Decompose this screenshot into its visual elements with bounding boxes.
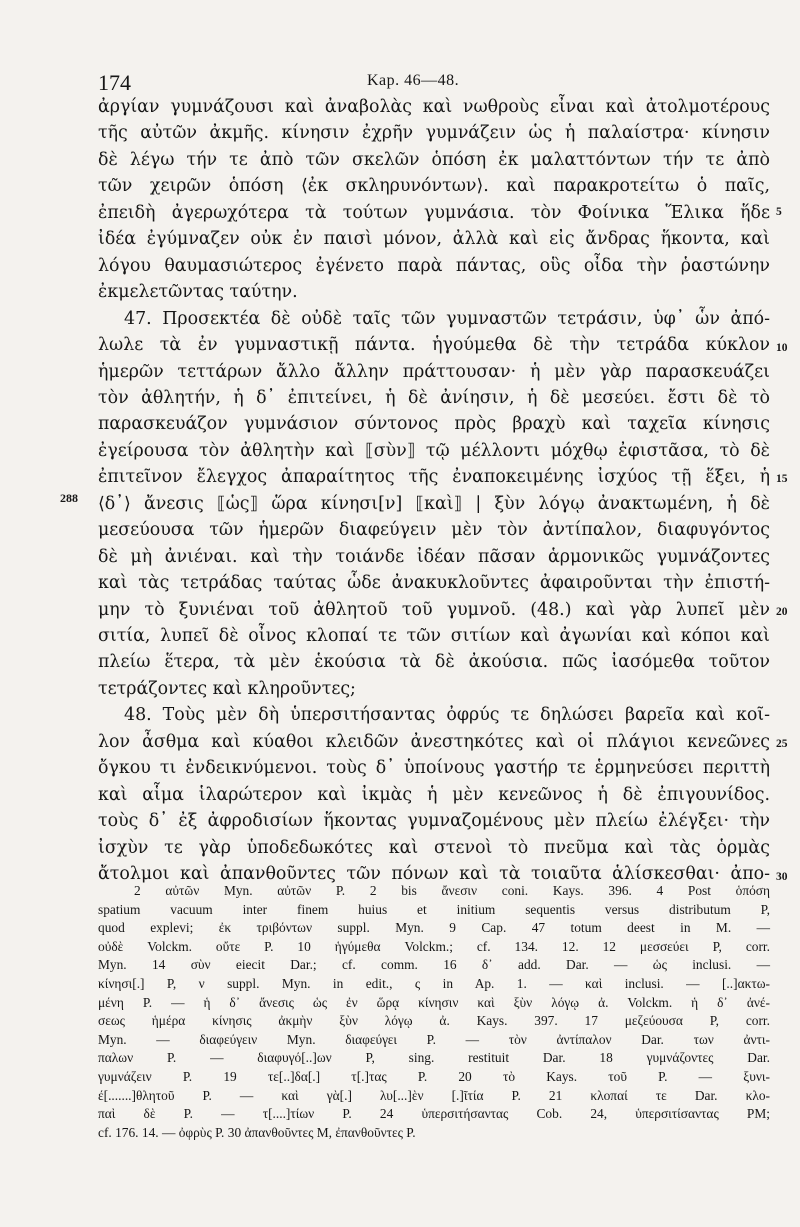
- text-line: τοὺς δ᾿ ἐξ ἀφροδισίων ἥκοντας γυμναζομένους μὲν πλείω ἐλέγξει· τὴν: [98, 811, 770, 832]
- text-line: ἰσχὺν τε γὰρ ὑποδεδωκότες καὶ στενοὶ τὸ πνεῦμα καὶ τὰς ὁρμὰς: [98, 837, 770, 858]
- line-number: 5: [776, 206, 782, 218]
- text-line: ⟨δ᾿⟩ ἄνεσις ⟦ὡς⟧ ὥρα κίνησι[ν] ⟦καὶ⟧ | ξὺν λόγῳ ἀνακτωμένη, ἡ δὲ: [98, 493, 770, 514]
- footnote-line: Myn. — διαφεύγειν Myn. διαφεύγει P. — τὸν ἀντίπαλον Dar. των ἀντι-: [98, 1031, 770, 1047]
- text-line: ἐκμελετῶντας ταύτην.: [98, 282, 298, 303]
- line-number: 30: [776, 871, 788, 883]
- text-line: τὸν ἀθλητήν, ἡ δ᾿ ἐπιτείνει, ἡ δὲ ἀνίησιν, ἡ δὲ μεσεύει. ἔστι δὲ τὸ: [98, 387, 770, 408]
- footnote-line: cf. 176. 14. — ὀφρὺς P. 30 ἀπανθοῦντες M, ἐπανθοῦντες P.: [98, 1124, 416, 1140]
- line-number: 10: [776, 342, 788, 354]
- text-line: καὶ τὰς τετράδας ταύτας ὧδε ἀνακυκλοῦντες ἀφαιροῦνται τὴν ἐπιστή-: [98, 573, 770, 594]
- page-number: 174: [98, 70, 131, 95]
- text-line: ἰδέα ἐγύμναζεν οὐκ ἐν παισὶ μόνον, ἀλλὰ καὶ εἰς ἄνδρας ἥκοντα, καὶ: [98, 229, 770, 250]
- footnote-line: οὐδὲ Volckm. οὔτε P. 10 ἡγύμεθα Volckm.; cf. 134. 12. 12 μεσσεύει P, corr.: [98, 938, 770, 954]
- footnote-line: quod explevi; ἐκ τριβόντων suppl. Myn. 9 Cap. 47 totum deest in M. —: [98, 920, 770, 936]
- text-line: ἐγείρουσα τὸν ἀθλητὴν καὶ ⟦σὺν⟧ τῷ μέλλοντι μόχθῳ ἐφιστᾶσα, τὸ δὲ: [98, 440, 770, 461]
- text-line: ἀργίαν γυμνάζουσι καὶ ἀναβολὰς καὶ νωθροὺς εἶναι καὶ ἀτολμοτέρους: [98, 97, 770, 117]
- text-line: σιτία, λυπεῖ δὲ οἶνος κλοπαί τε τῶν σιτίων καὶ ἀγωνίαι καὶ κόποι καὶ: [98, 626, 770, 646]
- text-line: ἄτολμοι καὶ ἀπανθοῦντες τῶν πόνων καὶ τὰ τοιαῦτα ἁλίσκεσθαι· ἀπο-: [98, 864, 770, 885]
- footnote-line: παὶ δὲ P. — τ[....]τίων P. 24 ὑπερσιτήσαντας Cob. 24, ὑπερσιτίσαντας PM;: [98, 1106, 770, 1122]
- text-line: τῆς αὐτῶν ἀκμῆς. κίνησιν ἐχρῆν γυμνάζειν ὡς ἡ παλαίστρα· κίνησιν: [98, 123, 770, 144]
- text-line: μεσεύουσα τῶν ἡμερῶν διαφεύγειν μὲν τὸν ἀντίπαλον, διαφυγόντος: [98, 520, 770, 541]
- text-line: τετράζοντες καὶ κληροῦντες;: [98, 678, 356, 699]
- footnote-line: γυμνάζειν P. 19 τε[..]δα[.] τ[.]τας P. 20 τὸ Kays. τοῦ P. — ξυνι-: [98, 1069, 770, 1084]
- line-number: 15: [776, 473, 788, 485]
- text-line: λόγου θαυμασιώτερος ἐγένετο παρὰ πάντας, οὓς οἶδα τὴν ῥαστώνην: [98, 255, 770, 276]
- footnote-line: έ[.......]θλητοῦ P. — καὶ γὰ[.] λυ[...]ὲν [.]ῖτία P. 21 κλοπαί τε Dar. κλο-: [98, 1087, 770, 1103]
- text-line: 48. Τοὺς μὲν δὴ ὑπερσιτήσαντας ὀφρύς τε δηλώσει βαρεῖα καὶ κοῖ-: [124, 705, 770, 726]
- margin-number: 288: [60, 491, 78, 505]
- footnote-line: spatium vacuum inter finem huius et initium sequentis versus distributum P,: [98, 901, 770, 917]
- text-line: ὄγκου τι ἐνδεικνύμενοι. τοὺς δ᾿ ὑποίνους γαστήρ τε ἑρμηνεύσει περιττὴ: [98, 758, 770, 779]
- text-line: τῶν χειρῶν ὁπόση ⟨ἐκ σκληρυνόντων⟩. καὶ παρακροτείτω ὁ παῖς,: [98, 176, 770, 197]
- footnote-line: Myn. 14 σὺν eiecit Dar.; cf. comm. 16 δ᾿ add. Dar. — ὡς inclusi. —: [98, 957, 770, 973]
- text-line: μην τὸ ξυνιέναι τοῦ ἀθλητοῦ τοῦ γυμνοῦ. (48.) καὶ γὰρ λυπεῖ μὲν: [98, 599, 770, 620]
- text-line: ἡμερῶν τεττάρων ἄλλο ἄλλην πράττουσαν· ἡ μὲν γὰρ παρασκευάζει: [98, 361, 770, 382]
- footnote-line: παλων P. — διαφυγό[..]ων P, sing. restituit Dar. 18 γυμνάζοντες Dar.: [98, 1050, 770, 1066]
- footnote-line: 2 αὐτῶν Myn. αὐτῶν P. 2 bis ἄνεσιν coni. Kays. 396. 4 Post ὁπόση: [134, 883, 770, 898]
- text-line: δὲ λέγω τήν τε ἀπὸ τῶν σκελῶν ὁπόση ἐκ μαλαττόντων τήν τε ἀπὸ: [98, 149, 770, 170]
- text-line: πλείω ἕτερα, τὰ μὲν ἑκούσια τὰ δὲ ἀκούσια. πῶς ἰασόμεθα τοῦτον: [98, 652, 770, 673]
- line-number: 20: [776, 606, 788, 618]
- text-line: 47. Προσεκτέα δὲ οὐδὲ ταῖς τῶν γυμναστῶν τετράσιν, ὑφ᾿ ὧν ἀπό-: [124, 308, 770, 329]
- text-line: δὲ μὴ ἀνιέναι. καὶ τὴν τοιάνδε ἰδέαν πᾶσαν ἁρμονικῶς γυμνάζοντες: [98, 546, 770, 567]
- line-number: 25: [776, 738, 788, 750]
- text-line: καὶ αἷμα ἱλαρώτερον καὶ ἰκμὰς ἡ μὲν κενεῶνος ἡ δὲ ἐπιγουνίδος.: [98, 784, 770, 805]
- text-line: παρασκευάζον γυμνάσιον σύντονος πρὸς βραχὺ καὶ ταχεῖα κίνησις: [98, 414, 770, 435]
- text-line: λωλε τὰ ἐν γυμναστικῇ πάντα. ἡγούμεθα δὲ τὴν τετράδα κύκλον: [98, 335, 770, 356]
- text-line: λον ἆσθμα καὶ κύαθοι κλειδῶν ἀνεστηκότες καὶ οἱ πλάγιοι κενεῶνες: [98, 731, 770, 752]
- footnote-line: μένη P. — ἡ δ᾿ ἄνεσις ὡς ἐν ὥρᾳ κίνησιν καὶ ξὺν λόγῳ ἀ. Volckm. ἡ δ᾿ ἀνέ-: [98, 994, 770, 1010]
- footnote-line: σεως ἡμέρα κίνησις ἀκμὴν ξὺν λόγῳ ἀ. Kays. 397. 17 μεζεύουσα P, corr.: [98, 1013, 770, 1029]
- footnote-line: κίνησι[.] P, ν suppl. Myn. in edit., ς in Ap. 1. — καὶ inclusi. — [..]ακτω-: [98, 976, 770, 991]
- text-line: ἐπιτεῖνον ἔλεγχος ἀπαραίτητος τῆς ἐναποκειμένης ἰσχύος τῇ ἕξει, ἡ: [98, 467, 770, 488]
- running-head: Kap. 46—48.: [367, 72, 460, 89]
- text-line: ἐπειδὴ ἀγερωχότερα τὰ τούτων γυμνάσια. τὸν Φοίνικα Ἕλικα ἥδε: [98, 202, 770, 223]
